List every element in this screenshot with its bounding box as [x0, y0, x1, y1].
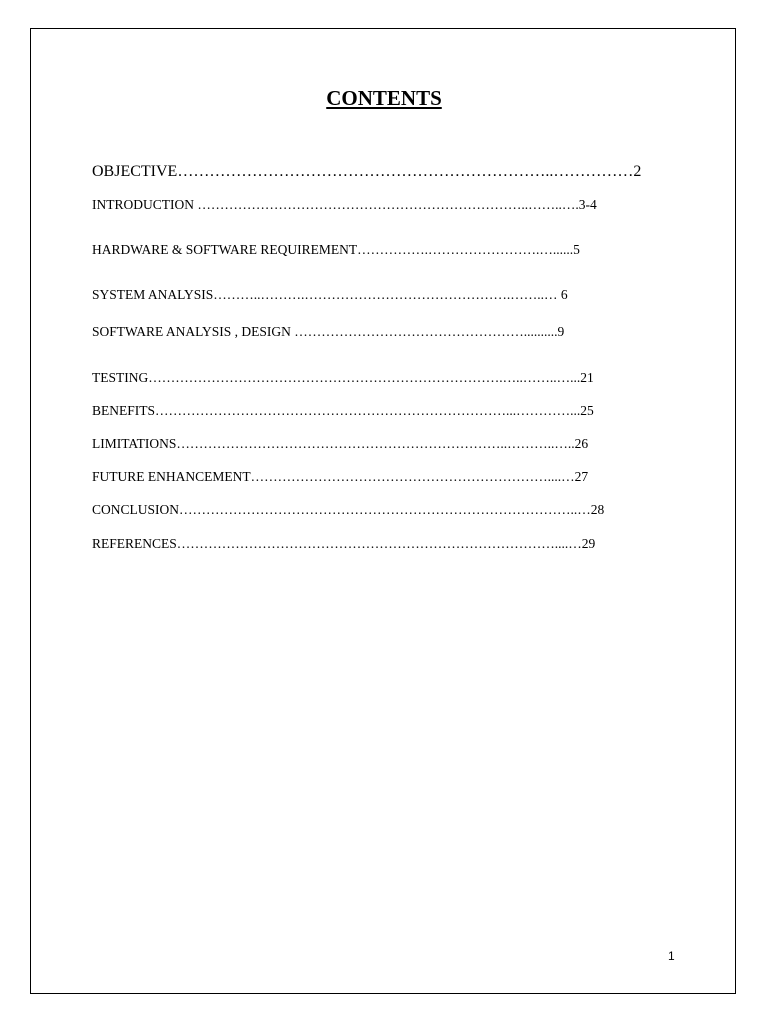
toc-entry-introduction[interactable]: INTRODUCTION ………………………………………………………………..……..….3-4 [92, 197, 597, 212]
toc-entry-references[interactable]: REFERENCES…………………………………………………………………………....…29 [92, 536, 596, 551]
toc-entry-system-analysis[interactable]: SYSTEM ANALYSIS………..……….……………………………………….……..… 6 [92, 287, 568, 302]
toc-entry-future-enhancement[interactable]: FUTURE ENHANCEMENT…………………………………………………………....…27 [92, 469, 589, 484]
toc-entry-conclusion[interactable]: CONCLUSION……………………………………………………………………………..…28 [92, 502, 605, 517]
page-number: 1 [668, 949, 675, 963]
toc-entry-limitations[interactable]: LIMITATIONS………………………………………………………………..………..…..26 [92, 436, 589, 451]
toc-entry-software-analysis-design[interactable]: SOFTWARE ANALYSIS , DESIGN ……………………………………………..........9 [92, 324, 565, 339]
toc-entry-hardware-software-requirement[interactable]: HARDWARE & SOFTWARE REQUIREMENT…………….…………………….…......5 [92, 242, 580, 257]
toc-entry-testing[interactable]: TESTING…………………………………………………………………….…..……..…...21 [92, 370, 594, 385]
toc-entry-benefits[interactable]: BENEFITS……………………………………………………………………...…………...25 [92, 403, 594, 418]
page-title: CONTENTS [326, 86, 442, 110]
toc-entry-objective[interactable]: OBJECTIVE……………………………………………………………..……………2 [92, 163, 642, 180]
